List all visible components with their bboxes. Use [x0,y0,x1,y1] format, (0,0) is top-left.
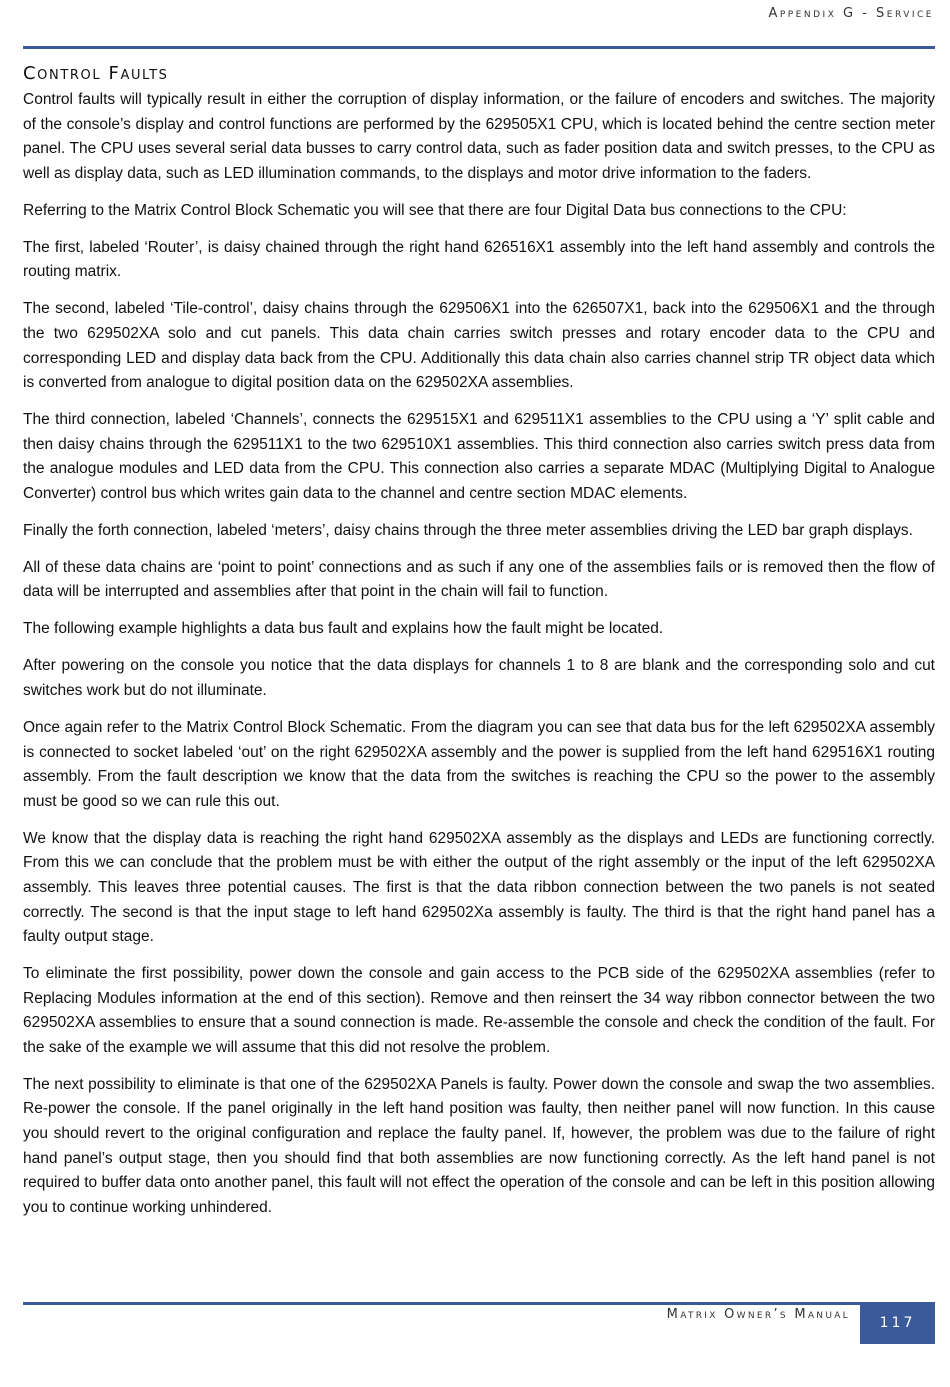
page-number-badge [860,1302,935,1344]
paragraph: After powering on the console you notice that the data displays for channels 1 to 8 are blank and the corresponding solo and cut switches work but do not illuminate. [23,657,935,699]
paragraph: Once again refer to the Matrix Control Block Schematic. From the diagram you can see that data bus for the left 629502XA assembly is connected to socket labeled ‘out’ on the right 629502XA assembly and the power is supplied from the left hand 629516X1 routing assembly. From the fault description we know that the data from the switches is reaching the CPU so the power to the assembly must be good so we can rule this out. [23,718,935,810]
header-divider [23,46,935,49]
paragraph: The third connection, labeled ‘Channels’, connects the 629515X1 and 629511X1 assemblies to the CPU using a ‘Y’ split cable and then daisy chains through the 629511X1 to the two 629510X1 assemblies. This third connection also carries switch press data from the analogue modules and LED data from the CPU. This connection also carries a separate MDAC (Multiplying Digital to Analogue Converter) control bus which writes gain data to the channel and centre section MDAC elements. [23,411,935,502]
paragraph: We know that the display data is reaching the right hand 629502XA assembly as the displays and LEDs are functioning correctly. From this we can conclude that the problem must be with either the output of the right assembly or the input of the left 629502XA assembly. This leaves three potential causes. The first is that the data ribbon connection between the two panels is not seated correctly. The second is that the input stage to left hand 629502Xa assembly is faulty. The third is that the right hand panel has a faulty output stage. [23,829,935,946]
section-heading: Control Faults [23,63,169,84]
paragraph: The second, labeled ‘Tile-control’, daisy chains through the 629506X1 into the 626507X1, back into the 629506X1 and the through the two 629502XA solo and cut panels. This data chain carries switch presses and rotary encoder data to the CPU and corresponding LED and display data back from the CPU. Additionally this data chain also carries channel strip TR object data which is converted from analogue to digital position data on the 629502XA assemblies. [23,300,935,392]
footer-divider [23,1302,935,1305]
page-number: 117 [879,1315,916,1331]
paragraph: Referring to the Matrix Control Block Schematic you will see that there are four Digital Data bus connections to the CPU: [23,201,847,219]
running-header: Appendix G - Service [768,6,934,21]
paragraph: Control faults will typically result in either the corruption of display information, or the failure of encoders and switches. The majority of the console’s display and control functions are performed by the 629505X1 CPU, which is located behind the centre section meter panel. The CPU uses several serial data busses to carry control data, such as fader position data and switch presses, to the CPU as well as display data, such as LED illumination commands, to the displays and motor drive information to the faders. [23,91,935,182]
body-text [23,88,935,1233]
running-footer: Matrix Owner’s Manual [666,1307,850,1322]
paragraph: The following example highlights a data bus fault and explains how the fault might be located. [23,620,664,638]
paragraph: Finally the forth connection, labeled ‘meters’, daisy chains through the three meter assemblies driving the LED bar graph displays. [23,521,913,539]
paragraph: The next possibility to eliminate is that one of the 629502XA Panels is faulty. Power down the console and swap the two assemblies. Re-power the console. If the panel originally in the left hand position was faulty, then neither panel will now function. In this cause you should revert to the original configuration and replace the faulty panel. If, however, the problem was due to the failure of right hand panel’s output stage, then you should find that both assemblies are now functioning correctly. As the left hand panel is not required to buffer data onto another panel, this fault will not effect the operation of the console and can be left in this position allowing you to continue working unhindered. [23,1075,935,1216]
paragraph: To eliminate the first possibility, power down the console and gain access to the PCB side of the 629502XA assemblies (refer to Replacing Modules information at the end of this section). Remove and then reinsert the 34 way ribbon connector between the two 629502XA assemblies to ensure that a sound connection is made. Re-assemble the console and check the condition of the fault. For the sake of the example we will assume that this did not resolve the problem. [23,965,935,1056]
paragraph: The first, labeled ‘Router’, is daisy chained through the right hand 626516X1 assembly into the left hand assembly and controls the routing matrix. [23,238,935,281]
paragraph: All of these data chains are ‘point to point’ connections and as such if any one of the assemblies fails or is removed then the flow of data will be interrupted and assemblies after that point in the chain will fail to function. [23,558,935,601]
